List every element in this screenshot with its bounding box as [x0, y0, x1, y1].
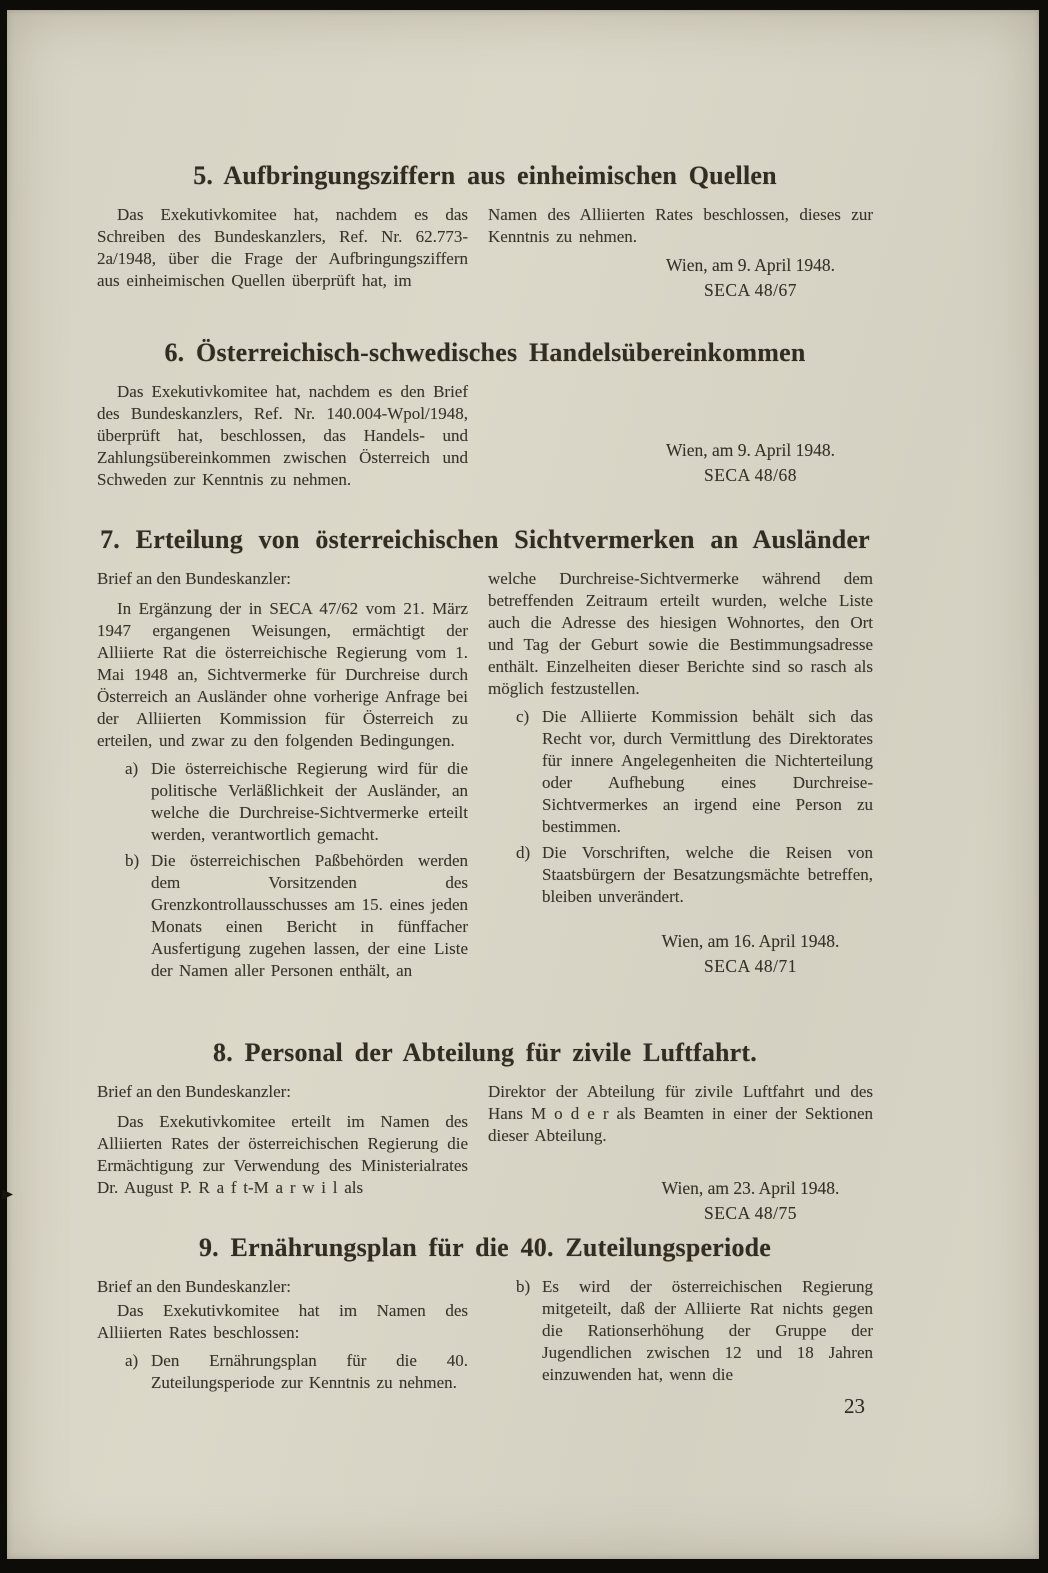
- column-right: [488, 568, 873, 986]
- list-item-a: [125, 758, 468, 846]
- section-6: [97, 337, 873, 497]
- list-marker: a): [125, 1351, 139, 1370]
- list-item-text: Die Alliierte Kommission behält sich das Recht vor, durch Vermittlung des Direktorates für innere Angelegenheiten die Nichterteilung oder Aufhebung eines Durchreise-Sichtvermerkes an irgend eine Person zu bestimmen.: [542, 707, 873, 836]
- list-item-b: [516, 1276, 873, 1386]
- paragraph: Direktor der Abteilung für zivile Luftfahrt und des Hans M o d e r als Beamten in einer der Sektionen dieser Abteilung.: [488, 1082, 873, 1145]
- list-marker: c): [516, 707, 530, 726]
- section-8-columns: [97, 1081, 873, 1225]
- salutation: Brief an den Bundeskanzler:: [97, 569, 292, 588]
- salutation: Brief an den Bundeskanzler:: [97, 1277, 292, 1296]
- section-6-title: 6. Österreichisch-schwedisches Handelsübereinkommen: [164, 338, 806, 367]
- signature-block: [628, 1177, 873, 1225]
- paragraph: In Ergänzung der in SECA 47/62 vom 21. März 1947 ergangenen Weisungen, ermächtigt der Alliierte Rat die österreichische Regierung vom 1. Mai 1948 an, Sichtvermerke für Durchreise durch Österreich an Ausländer ohne vorherige Anfrage bei der Alliierten Kommission für Österreich zu erteilen, und zwar zu den folgenden Bedingungen.: [97, 599, 468, 750]
- dateline: Wien, am 9. April 1948.: [666, 255, 835, 275]
- doc-ref: SECA 48/71: [703, 956, 797, 976]
- list-item-text: Die österreichische Regierung wird für die politische Verläßlichkeit der Ausländer, an welche die Durchreise-Sichtvermerke erteilt werden, verantwortlich gemacht.: [151, 759, 468, 844]
- column-right: [488, 204, 873, 302]
- dateline: Wien, am 9. April 1948.: [666, 440, 835, 460]
- column-left: [97, 1081, 468, 1225]
- section-7: [97, 524, 873, 986]
- list-item-a: [125, 1350, 468, 1394]
- section-5-title: 5. Aufbringungsziffern aus einheimischen Quellen: [193, 161, 777, 190]
- paragraph: Das Exekutivkomitee hat im Namen des Alliierten Rates beschlossen:: [97, 1301, 468, 1342]
- dateline: Wien, am 16. April 1948.: [661, 931, 840, 951]
- list-item-b: [125, 850, 468, 982]
- paragraph: Das Exekutivkomitee erteilt im Namen des Alliierten Rates der österreichischen Regierung die Ermächtigung zur Verwendung des Ministerialrates Dr. August P. R a f t-M a r w i l als: [97, 1112, 468, 1197]
- salutation: Brief an den Bundeskanzler:: [97, 1082, 292, 1101]
- signature-block: [628, 930, 873, 978]
- column-left: [97, 1276, 468, 1398]
- list-item-text: Die österreichischen Paßbehörden werden dem Vorsitzenden des Grenzkontrollausschusses am 15. eines jeden Monats einen Bericht in fünffacher Ausfertigung zugehen lassen, der eine Liste der Namen aller Personen enthält, an: [151, 851, 468, 980]
- list-marker: d): [516, 843, 531, 862]
- paragraph: Das Exekutivkomitee hat, nachdem es den Brief des Bundeskanzlers, Ref. Nr. 140.004-Wpol/1948, überprüft hat, beschlossen, das Handels- und Zahlungsübereinkommen zwischen Österreich und Schweden zur Kenntnis zu nehmen.: [97, 382, 468, 489]
- paragraph: Namen des Alliierten Rates beschlossen, dieses zur Kenntnis zu nehmen.: [488, 205, 873, 246]
- section-8: [97, 1037, 873, 1225]
- section-5-columns: [97, 204, 873, 302]
- section-7-columns: [97, 568, 873, 986]
- section-8-title: 8. Personal der Abteilung für zivile Luftfahrt.: [213, 1038, 757, 1067]
- paragraph: welche Durchreise-Sichtvermerke während dem betreffenden Zeitraum erteilt wurden, welche Liste auch die Adresse des hiesigen Wohnortes, den Ort und Tag der Geburt sowie die Bestimmungsadresse enthält. Einzelheiten dieser Berichte sind so rasch als möglich festzustellen.: [488, 569, 873, 698]
- column-left: [97, 204, 468, 302]
- list-marker: b): [125, 851, 140, 870]
- list-item-d: [516, 842, 873, 908]
- paragraph: Das Exekutivkomitee hat, nachdem es das Schreiben des Bundeskanzlers, Ref. Nr. 62.773-2a/1948, über die Frage der Aufbringungsziffern aus einheimischen Quellen überprüft hat, im: [97, 205, 468, 290]
- section-6-columns: [97, 381, 873, 497]
- dateline: Wien, am 23. April 1948.: [661, 1178, 840, 1198]
- section-9: [97, 1232, 873, 1398]
- page-number: 23: [844, 1394, 865, 1418]
- column-left: [97, 381, 468, 497]
- column-right: [488, 381, 873, 497]
- section-9-title: 9. Ernährungsplan für die 40. Zuteilungsperiode: [198, 1233, 772, 1262]
- list-marker: a): [125, 759, 139, 778]
- doc-ref: SECA 48/67: [703, 280, 797, 300]
- list-item-text: Die Vorschriften, welche die Reisen von Staatsbürgern der Besatzungsmächte betreffen, bleiben unverändert.: [542, 843, 873, 906]
- list-item-c: [516, 706, 873, 838]
- doc-ref: SECA 48/68: [703, 465, 797, 485]
- column-left: [97, 568, 468, 986]
- list-item-text: Es wird der österreichischen Regierung mitgeteilt, daß der Alliierte Rat nichts gegen die Rationserhöhung der Gruppe der Jugendlichen zwischen 12 und 18 Jahren einzuwenden hat, wenn die: [542, 1277, 873, 1384]
- column-right: [488, 1081, 873, 1225]
- signature-block: [628, 439, 873, 487]
- section-7-title: 7. Erteilung von österreichischen Sichtvermerken an Ausländer: [100, 525, 870, 554]
- section-5: [97, 160, 873, 302]
- paper-sheet: [7, 10, 1039, 1559]
- list-item-text: Den Ernährungsplan für die 40. Zuteilungsperiode zur Kenntnis zu nehmen.: [151, 1351, 468, 1392]
- list-marker: b): [516, 1277, 531, 1296]
- section-9-columns: [97, 1276, 873, 1398]
- signature-block: [628, 254, 873, 302]
- doc-ref: SECA 48/75: [703, 1203, 797, 1223]
- column-right: [488, 1276, 873, 1398]
